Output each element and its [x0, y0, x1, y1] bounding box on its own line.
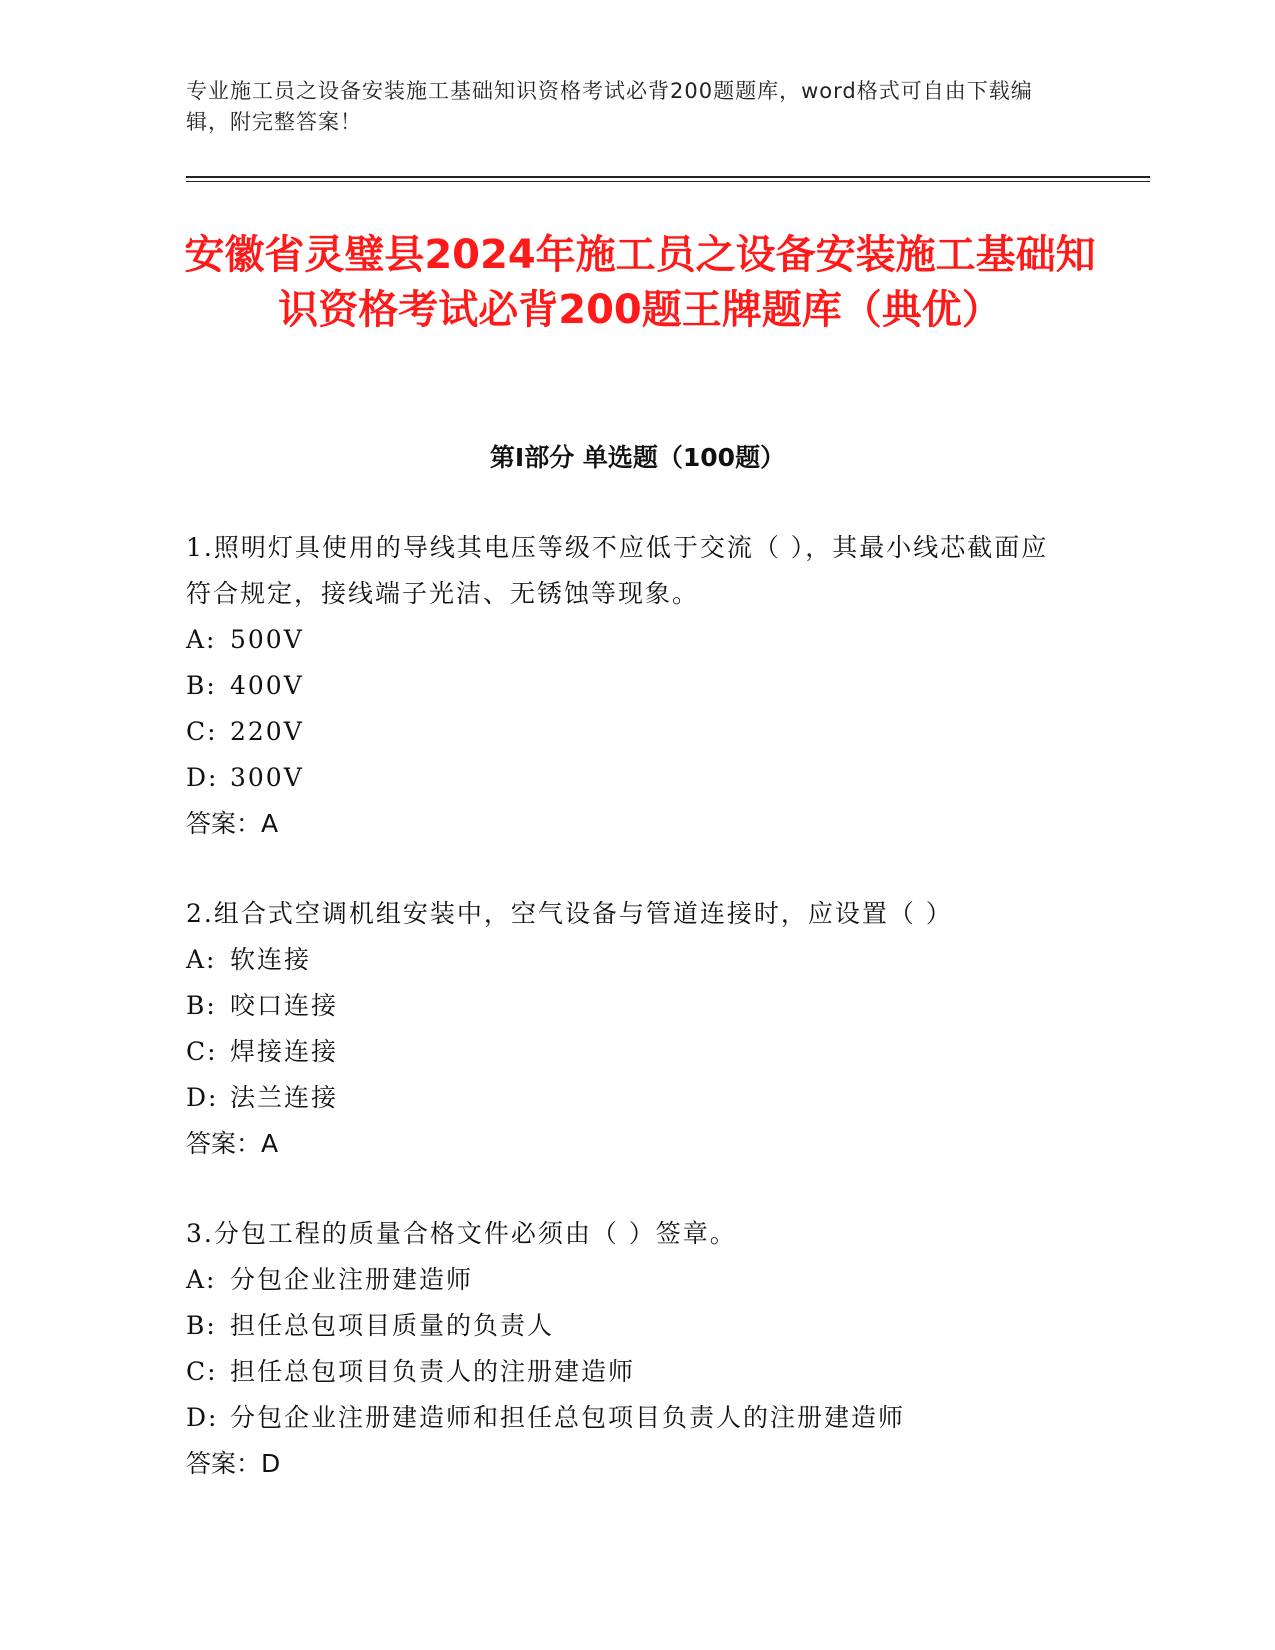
option-key: C:: [186, 1037, 218, 1066]
option-b: [186, 663, 1066, 709]
option-b: [186, 1303, 1066, 1349]
option-a: [186, 617, 1066, 663]
option-d: [186, 755, 1066, 801]
section-heading: 第Ⅰ部分 单选题（100题）: [489, 443, 786, 472]
question-stem: 1.照明灯具使用的导线其电压等级不应低于交流（ ），其最小线芯截面应符合规定，接线端子光洁、无锈蚀等现象。: [186, 533, 1049, 608]
option-key: B:: [186, 671, 217, 700]
answer: 答案：A: [186, 1129, 279, 1158]
option-text: 220V: [230, 717, 304, 746]
option-key: D:: [186, 1403, 219, 1432]
option-text: 分包企业注册建造师: [230, 1265, 474, 1294]
option-d: [186, 1395, 1066, 1441]
option-a: [186, 937, 1066, 983]
header-divider-thin: [186, 181, 1150, 182]
option-key: C:: [186, 1357, 218, 1386]
option-text: 软连接: [230, 945, 312, 974]
option-c: [186, 709, 1066, 755]
answer: 答案：D: [186, 1449, 281, 1478]
option-text: 焊接连接: [230, 1037, 339, 1066]
option-text: 分包企业注册建造师和担任总包项目负责人的注册建造师: [230, 1403, 906, 1432]
option-key: B:: [186, 991, 217, 1020]
header-note: 专业施工员之设备安装施工基础知识资格考试必背200题题库，word格式可自由下载编辑，附完整答案！: [186, 79, 1033, 134]
question-stem: 3.分包工程的质量合格文件必须由（ ）签章。: [186, 1219, 737, 1248]
option-text: 300V: [230, 763, 304, 792]
option-key: C:: [186, 717, 218, 746]
question-stem: 2.组合式空调机组安装中，空气设备与管道连接时，应设置（ ）: [186, 899, 953, 928]
header-divider: [186, 176, 1150, 178]
option-key: A:: [186, 945, 217, 974]
option-key: D:: [186, 1083, 219, 1112]
option-key: A:: [186, 1265, 217, 1294]
option-key: A:: [186, 625, 217, 654]
option-c: [186, 1349, 1066, 1395]
answer: 答案：A: [186, 809, 279, 838]
option-b: [186, 983, 1066, 1029]
option-key: D:: [186, 763, 219, 792]
document-title: 安徽省灵璧县2024年施工员之设备安装施工基础知识资格考试必背200题王牌题库（典优）: [184, 232, 1096, 333]
option-text: 500V: [230, 625, 304, 654]
option-text: 担任总包项目质量的负责人: [230, 1311, 555, 1340]
option-text: 担任总包项目负责人的注册建造师: [230, 1357, 636, 1386]
option-c: [186, 1029, 1066, 1075]
option-text: 咬口连接: [230, 991, 339, 1020]
option-a: [186, 1257, 1066, 1303]
option-key: B:: [186, 1311, 217, 1340]
option-d: [186, 1075, 1066, 1121]
question-3: [186, 1211, 1066, 1487]
question-2: [186, 891, 1066, 1167]
option-text: 400V: [230, 671, 304, 700]
question-list: [186, 525, 1066, 1531]
option-text: 法兰连接: [230, 1083, 339, 1112]
question-1: [186, 525, 1066, 847]
